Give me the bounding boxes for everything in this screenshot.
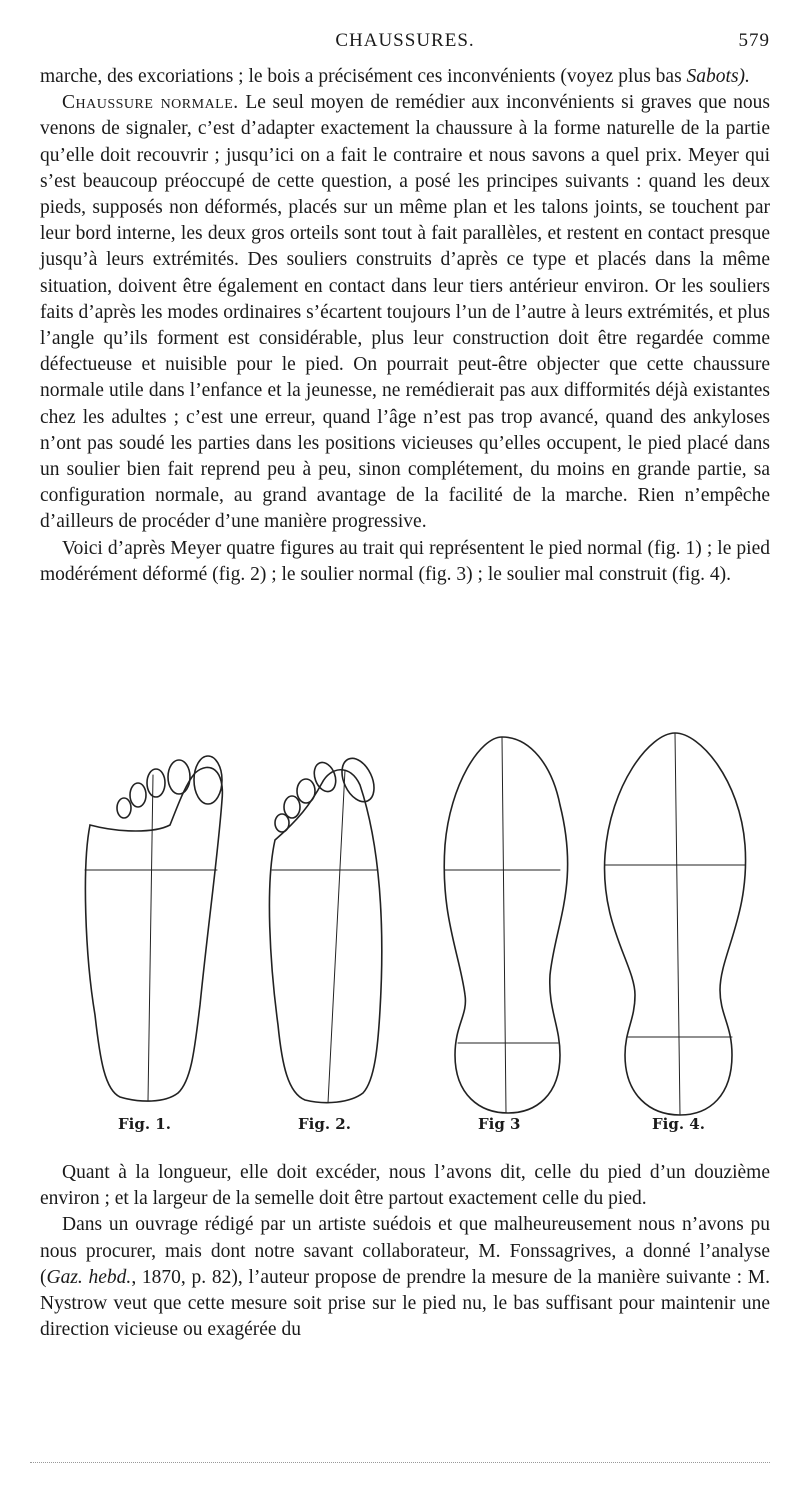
fig-2-caption: Fig. 2. [298,1115,351,1133]
figure-plate [60,725,760,1140]
section-heading: Chaussure normale. [62,92,239,114]
paragraph-4: Quant à la longueur, elle doit excéder, nous l’avons dit, celle du pied d’un douzième environ ; et la largeur de la semelle doit être partout exactement celle du pied. [40,1162,770,1210]
fig-2-deformed-foot [269,753,381,1103]
fig-1-normal-foot [85,756,222,1101]
header-title: CHAUSSURES. [335,30,475,51]
journal-citation: Gaz. hebd. [46,1266,132,1288]
paragraph-5: Dans un ouvrage rédigé par un artiste suédois et que malheureusement nous n’avons pu nous procurer, mais dont notre savant collaborateur, M. Fonssagrives, a donné l’analyse (Gaz. hebd., 1870, p. 82), l’auteur propose de prendre la mesure de la manière suivante : M. Nystrow veut que cette mesure soit prise sur le pied nu, le bas suffisant pour maintenir une direction vicieuse ou exagérée du [40,1214,771,1341]
sabots-reference: Sabots). [686,66,750,87]
page-bottom-rule [30,1462,770,1467]
fig-1-caption: Fig. 1. [118,1115,171,1133]
paragraph-2: Chaussure normale. Le seul moyen de remédier aux inconvénients si graves que nous venons de signaler, c’est d’adapter exactement la chaussure à la forme naturelle de la partie qu’elle doit recouvrir ; jusqu’ici on a fait le contraire et nous savons a quel prix. Meyer qui s’est beaucoup préoccupé de cette question, a posé les principes suivants : quand les deux pieds, supposés non déformés, placés sur un même plan et les talons joints, se touchent par leur bord interne, les deux gros orteils sont tout à fait parallèles, et restent en contact presque jusqu’à leurs extrémités. Des souliers construits d’après ce type et placés dans la même situation, doivent être également en contact dans leur tiers antérieur environ. Or les souliers faits d’après les modes ordinaires s’écartent toujours l’un de l’autre à leurs extrémités, et plus l’angle qu’ils forment est considérable, plus leur construction doit être regardée comme défectueuse et nuisible pour le pied. On pourrait peut-être objecter que cette chaussure normale utile dans l’enfance et la jeunesse, ne remédierait pas aux difformités déjà existantes chez les adultes ; c’est une erreur, quand l’âge n’est pas trop avancé, quand des ankyloses n’ont pas soudé les parties dans les positions vicieuses qu’elles occupent, le pied placé dans un soulier bien fait reprend peu à peu, sinon complétement, du moins en grande partie, sa configuration normale, au grand avantage de la facilité de la marche. Rien n’empêche d’ailleurs de procéder d’une manière progressive. [40,92,770,533]
fig-4-bad-shoe [605,733,746,1115]
fig-3-caption: Fig 3 [478,1115,521,1133]
running-header [40,30,770,54]
page-number: 579 [738,30,770,51]
fig-3-normal-shoe [444,737,567,1113]
fig-4-caption: Fig. 4. [652,1115,705,1133]
paragraph-1: marche, des excoriations ; le bois a précisément ces inconvénients (voyez plus bas Sabots). [40,66,750,87]
text-block-top [40,64,770,588]
text-block-bottom [40,1160,770,1343]
paragraph-3: Voici d’après Meyer quatre figures au trait qui représentent le pied normal (fig. 1) ; le pied modérément déformé (fig. 2) ; le soulier normal (fig. 3) ; le soulier mal construit (fig. 4). [40,537,770,585]
foot-figures [60,725,760,1140]
